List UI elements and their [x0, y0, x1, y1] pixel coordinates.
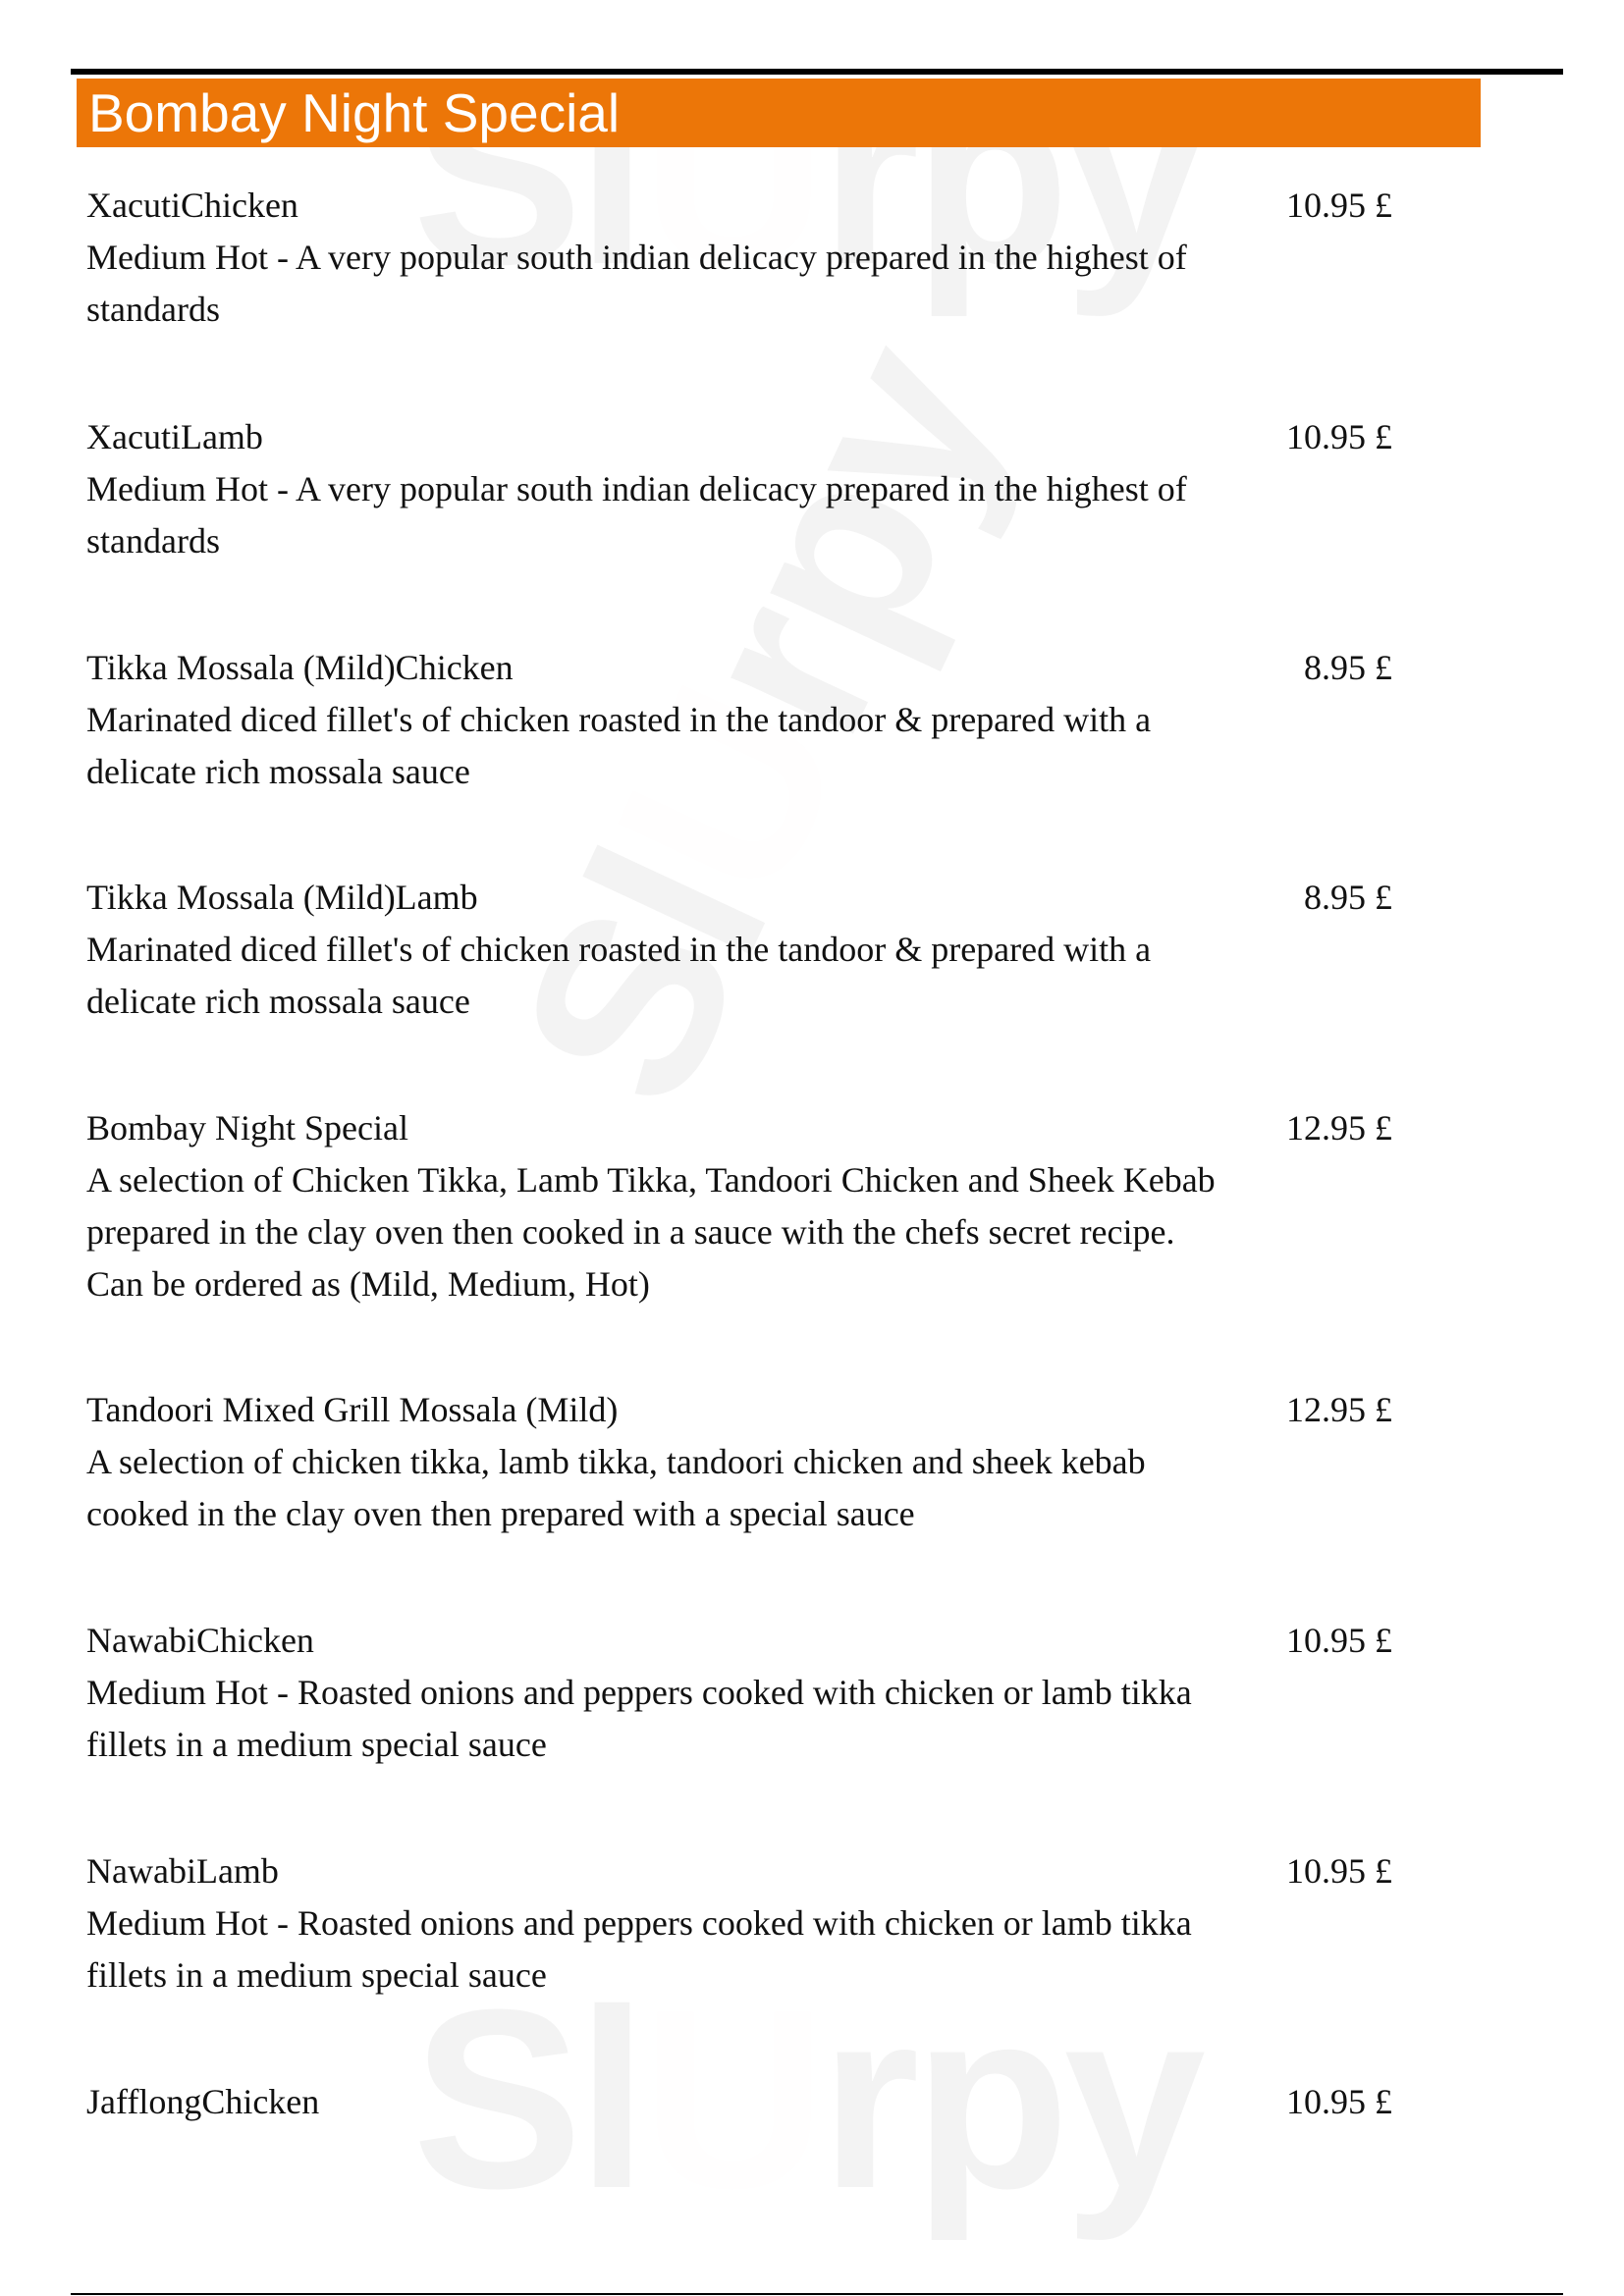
menu-item [86, 872, 1392, 1028]
item-description: Medium Hot - Roasted onions and peppers cooked with chicken or lamb tikka fillets in a medium special sauce [86, 1673, 1192, 1764]
item-price: 12.95 £ [1286, 1108, 1392, 1148]
item-description: Medium Hot - A very popular south indian delicacy prepared in the highest of standards [86, 238, 1187, 329]
item-description: Medium Hot - Roasted onions and peppers cooked with chicken or lamb tikka fillets in a medium special sauce [86, 1903, 1192, 1995]
menu-item [86, 411, 1392, 567]
item-name: XacutiLamb [86, 417, 263, 456]
item-description: Marinated diced fillet's of chicken roasted in the tandoor & prepared with a delicate rich mossala sauce [86, 700, 1152, 791]
item-price: 10.95 £ [1286, 1851, 1392, 1891]
item-price: 10.95 £ [1286, 1621, 1392, 1660]
menu-item [86, 2076, 1392, 2128]
menu-item [86, 1384, 1392, 1540]
item-name: NawabiLamb [86, 1851, 279, 1891]
item-price: 10.95 £ [1286, 417, 1392, 456]
item-name: Bombay Night Special [86, 1108, 408, 1148]
item-description: A selection of Chicken Tikka, Lamb Tikka, Tandoori Chicken and Sheek Kebab prepared in the clay oven then cooked in a sauce with the chefs secret recipe. Can be ordered as (Mild, Medium, Hot) [86, 1160, 1216, 1304]
top-divider [71, 69, 1563, 75]
menu-item [86, 1102, 1392, 1310]
item-description: Medium Hot - A very popular south indian delicacy prepared in the highest of standards [86, 469, 1187, 561]
item-price: 8.95 £ [1304, 878, 1392, 917]
section-header [77, 79, 1481, 147]
item-name: NawabiChicken [86, 1621, 314, 1660]
item-name: JafflongChicken [86, 2082, 320, 2121]
item-name: Tikka Mossala (Mild)Chicken [86, 648, 514, 687]
item-description: A selection of chicken tikka, lamb tikka, tandoori chicken and sheek kebab cooked in the clay oven then prepared with a special sauce [86, 1442, 1146, 1533]
item-price: 10.95 £ [1286, 186, 1392, 225]
item-price: 12.95 £ [1286, 1390, 1392, 1429]
section-title: Bombay Night Special [88, 82, 621, 143]
bottom-divider [71, 2293, 1563, 2295]
menu-item [86, 1845, 1392, 2002]
menu-item [86, 180, 1392, 336]
menu-item [86, 1615, 1392, 1771]
item-name: Tandoori Mixed Grill Mossala (Mild) [86, 1390, 619, 1429]
item-description: Marinated diced fillet's of chicken roasted in the tandoor & prepared with a delicate rich mossala sauce [86, 930, 1152, 1021]
item-name: Tikka Mossala (Mild)Lamb [86, 878, 478, 917]
item-price: 10.95 £ [1286, 2082, 1392, 2121]
item-price: 8.95 £ [1304, 648, 1392, 687]
item-name: XacutiChicken [86, 186, 298, 225]
menu-item [86, 642, 1392, 798]
